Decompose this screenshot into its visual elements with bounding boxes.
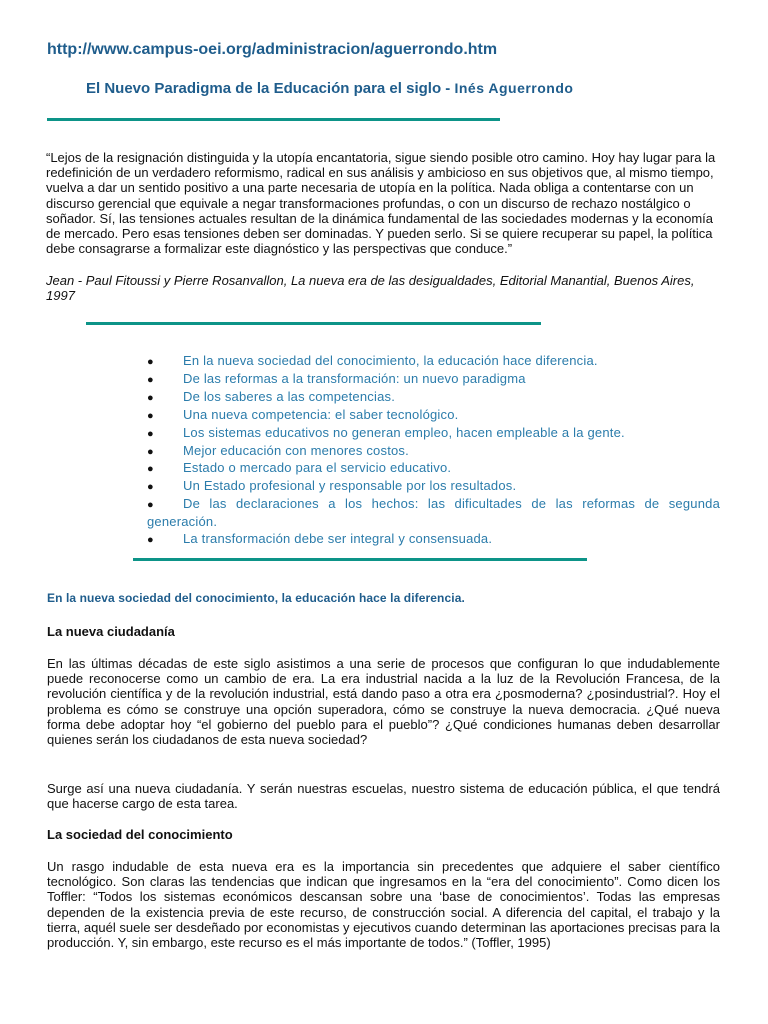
toc-item-text[interactable]: De los saberes a las competencias.	[183, 388, 396, 404]
bullet-icon: ●	[147, 391, 154, 404]
toc-item[interactable]	[147, 389, 720, 407]
toc-item[interactable]	[147, 443, 720, 461]
toc-item[interactable]	[147, 371, 720, 389]
author-name: Inés Aguerrondo	[454, 80, 574, 96]
bullet-icon: ●	[147, 356, 154, 368]
section-heading: En la nueva sociedad del conocimiento, la educación hace la diferencia.	[47, 591, 465, 605]
bullet-icon: ●	[147, 499, 154, 512]
toc-item-text[interactable]: De las reformas a la transformación: un nuevo paradigma	[183, 370, 526, 386]
toc-item-text[interactable]: Los sistemas educativos no generan empleo, hacen empleable a la gente.	[183, 424, 625, 440]
toc-item-text[interactable]: La transformación debe ser integral y consensuada.	[183, 531, 493, 547]
toc-item[interactable]	[147, 425, 720, 443]
toc-item[interactable]	[147, 478, 720, 496]
title-separator: -	[441, 80, 455, 97]
toc-item-text[interactable]: Estado o mercado para el servicio educativo.	[183, 460, 452, 476]
bullet-icon: ●	[147, 481, 154, 494]
toc-item-text[interactable]: Un Estado profesional y responsable por los resultados.	[183, 478, 517, 494]
source-url[interactable]: http://www.campus-oei.org/administracion/aguerrondo.htm	[47, 41, 498, 58]
divider-rule	[86, 322, 541, 325]
bullet-icon: ●	[147, 463, 154, 476]
subheading-nueva-ciudadania: La nueva ciudadanía	[47, 624, 175, 639]
toc-item[interactable]	[147, 531, 720, 549]
toc-item-text[interactable]: Mejor educación con menores costos.	[183, 442, 409, 458]
body-paragraph: Un rasgo indudable de esta nueva era es la importancia sin precedentes que adquiere el saber científico tecnológico. Son claras las tendencias que indican que ingresamos en la “era del conocimiento”. Como dicen los Toffler: “Todos los sistemas económicos descansan sobre una ‘base de conocimientos’. Todas las empresas dependen de la existencia previa de este recurso, de construcción social. A diferencia del capital, el trabajo y la tierra, aquél suele ser desdeñado por economistas y ejecutivos cuando determinan las aportaciones precisas para la producción. Y, sin embargo, este recurso es el más importante de todos.” (Toffler, 1995)	[47, 859, 720, 951]
bullet-icon: ●	[147, 409, 154, 422]
bullet-icon: ●	[147, 445, 154, 458]
toc-item[interactable]	[147, 407, 720, 425]
toc-item-text[interactable]: De las declaraciones a los hechos: las dificultades de las reformas de segunda generación.	[147, 496, 720, 530]
toc-item[interactable]	[147, 460, 720, 478]
divider-rule	[133, 558, 587, 561]
toc-item-text[interactable]: Una nueva competencia: el saber tecnológico.	[183, 406, 459, 422]
epigraph-quote: “Lejos de la resignación distinguida y la utopía encantatoria, sigue siendo posible otro camino. Hoy hay lugar para la redefinición de un verdadero reformismo, radical en sus análisis y ambicioso en sus objetivos que, al mismo tiempo, vuelva a dar un sentido positivo a una parte necesaria de utopía en la política. Nada obliga a contentarse con un discurso gerencial que equivale a negar transformaciones profundas, o con un discurso de rechazo nostálgico o soñador. Sí, las tensiones actuales resultan de la dinámica fundamental de las sociedades modernas y la economía de mercado. Pero esas tensiones deben ser dominadas. Y pueden serlo. Si se quiere recuperar su papel, la política debe consagrarse a formalizar este diagnóstico y las perspectivas que conduce.”	[46, 150, 716, 257]
document-title-line	[86, 80, 573, 97]
toc-item[interactable]	[147, 496, 720, 531]
subheading-sociedad-conocimiento: La sociedad del conocimiento	[47, 827, 233, 842]
bullet-icon: ●	[147, 534, 154, 547]
document-title: El Nuevo Paradigma de la Educación para el siglo	[86, 80, 442, 97]
bullet-icon: ●	[147, 427, 154, 440]
divider-rule	[47, 118, 500, 121]
bullet-icon: ●	[147, 373, 154, 386]
body-paragraph: Surge así una nueva ciudadanía. Y serán nuestras escuelas, nuestro sistema de educación pública, el que tendrá que hacerse cargo de esta tarea.	[47, 781, 720, 812]
table-of-contents	[147, 353, 720, 549]
body-paragraph: En las últimas décadas de este siglo asistimos a una serie de procesos que configuran lo que indudablemente puede reconocerse como un cambio de era. La era industrial nacida a la luz de la Revolución Francesa, de la revolución científica y de la revolución industrial, está dando paso a otra era ¿posmoderna? ¿posindustrial?. Hoy el problema es cómo se construye una opción superadora, cómo se construye la nueva democracia. ¿Qué nueva forma debe adoptar hoy “el gobierno del pueblo para el pueblo”? ¿Qué condiciones humanas deben desarrollar quienes serán los ciudadanos de esta nueva sociedad?	[47, 656, 720, 748]
toc-item-text[interactable]: En la nueva sociedad del conocimiento, la educación hace diferencia.	[183, 353, 598, 368]
toc-item[interactable]	[147, 353, 720, 371]
epigraph-citation: Jean - Paul Fitoussi y Pierre Rosanvallon, La nueva era de las desigualdades, Editorial Manantial, Buenos Aires, 1997	[46, 273, 695, 304]
